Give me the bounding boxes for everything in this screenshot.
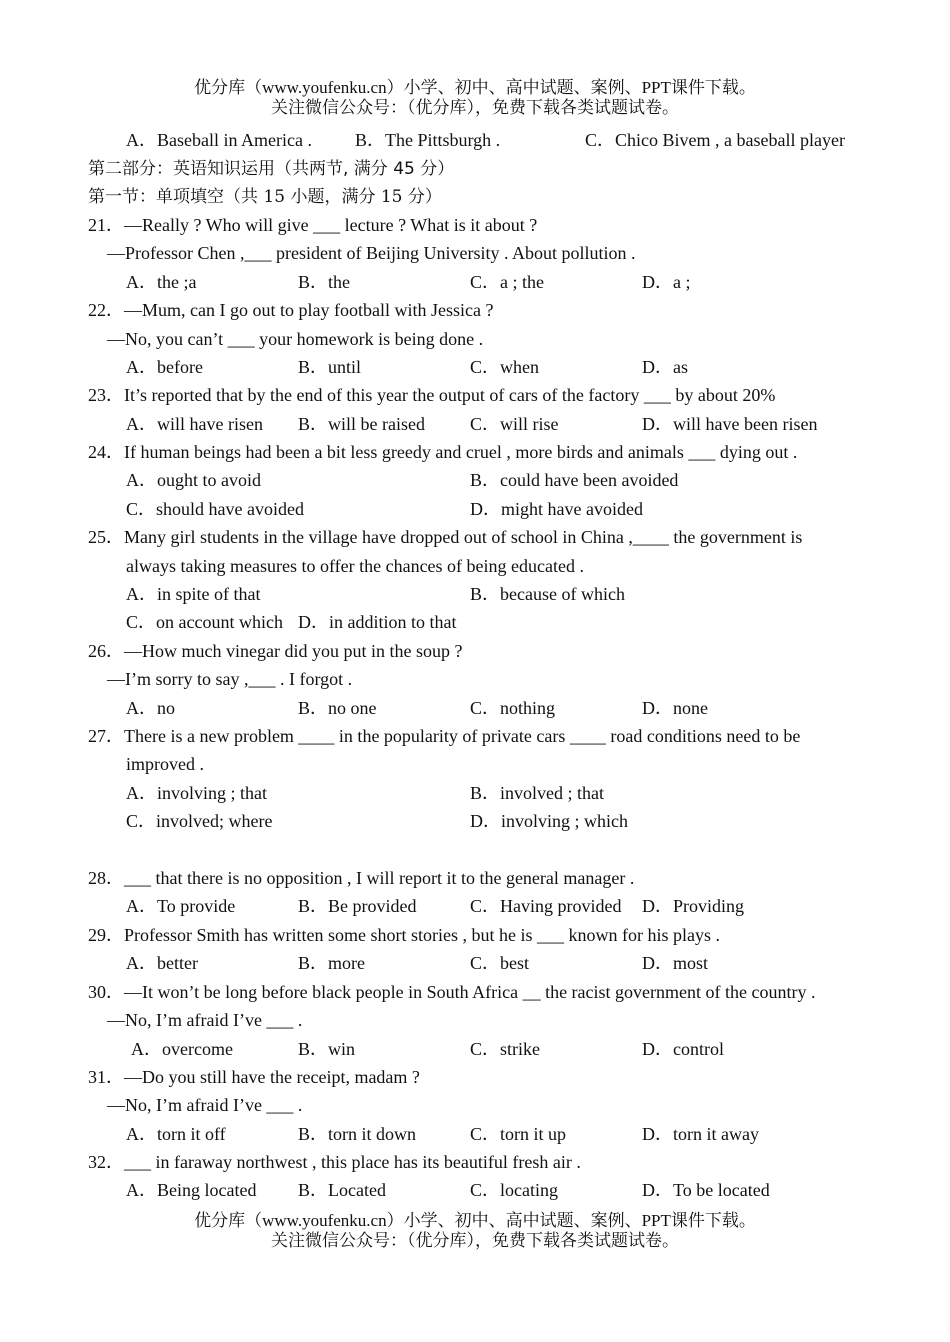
option-b: B．win (298, 1039, 356, 1059)
question-stem: 21．—Really ? Who will give ___ lecture ? What is it about ? (88, 215, 538, 235)
option-a: A．no (126, 698, 175, 718)
option-c: C．will rise (470, 414, 559, 434)
option-c: C．involved; where (126, 811, 273, 831)
question-stem-line2: —No, I’m afraid I’ve ___ . (107, 1010, 303, 1030)
question-stem-line2: —No, I’m afraid I’ve ___ . (107, 1095, 303, 1115)
option-d: D．To be located (642, 1180, 770, 1200)
option-b: B．involved ; that (470, 783, 604, 803)
option-d: D．as (642, 357, 688, 377)
option-c: C．torn it up (470, 1124, 567, 1144)
question-stem-line2: —I’m sorry to say ,___ . I forgot . (107, 669, 353, 689)
option-d: D．none (642, 698, 708, 718)
question-stem: 27．There is a new problem ____ in the popularity of private cars ____ road conditions need to be (88, 726, 801, 746)
question-stem-line2: —No, you can’t ___ your homework is being done . (107, 329, 484, 349)
option-a: A．the ;a (126, 272, 197, 292)
question-stem: 24．If human beings had been a bit less greedy and cruel , more birds and animals ___ dying out . (88, 442, 798, 462)
option-a: A．better (126, 953, 198, 973)
option-b: B．could have been avoided (470, 470, 679, 490)
option-d: D．will have been risen (642, 414, 818, 434)
part2-title: 第二部分：英语知识运用（共两节, 满分 45 分） (88, 159, 455, 179)
option-a: A．overcome (131, 1039, 233, 1059)
prev-option-b: B．The Pittsburgh . (355, 130, 501, 150)
option-c: C．locating (470, 1180, 558, 1200)
option-b: B．Located (298, 1180, 386, 1200)
option-c: C．on account which (126, 612, 283, 632)
question-stem: 23．It’s reported that by the end of this year the output of cars of the factory ___ by about 20% (88, 385, 776, 405)
option-b: B．more (298, 953, 365, 973)
option-a: A．Being located (126, 1180, 257, 1200)
question-stem: 25．Many girl students in the village have dropped out of school in China ,____ the government is (88, 527, 803, 547)
option-b: B．will be raised (298, 414, 425, 434)
option-d: D．control (642, 1039, 724, 1059)
option-a: A．before (126, 357, 203, 377)
option-d: D．a ; (642, 272, 691, 292)
question-stem: 29．Professor Smith has written some short stories , but he is ___ known for his plays . (88, 925, 720, 945)
option-b: B．because of which (470, 584, 625, 604)
header-line-2: 关注微信公众号：（优分库），免费下载各类试题试卷。 (271, 98, 679, 117)
option-b: B．torn it down (298, 1124, 417, 1144)
option-c: C．when (470, 357, 539, 377)
option-b: B．no one (298, 698, 377, 718)
option-a: A．torn it off (126, 1124, 226, 1144)
question-stem: 22．—Mum, can I go out to play football with Jessica ? (88, 300, 494, 320)
prev-option-a: A．Baseball in America . (126, 130, 312, 150)
option-c: C．a ; the (470, 272, 544, 292)
option-d: D．involving ; which (470, 811, 628, 831)
option-d: D．might have avoided (470, 499, 643, 519)
question-stem-line2: improved . (126, 754, 204, 774)
question-stem-line2: —Professor Chen ,___ president of Beijing University . About pollution . (107, 243, 636, 263)
prev-option-c: C．Chico Bivem , a baseball player (585, 130, 845, 150)
option-a: A．To provide (126, 896, 236, 916)
footer-line-2: 关注微信公众号：（优分库），免费下载各类试题试卷。 (271, 1231, 679, 1250)
option-d: D．Providing (642, 896, 745, 916)
option-c: C．strike (470, 1039, 540, 1059)
question-stem: 32．___ in faraway northwest , this place has its beautiful fresh air . (88, 1152, 581, 1172)
option-d: D．most (642, 953, 709, 973)
question-stem-line2: always taking measures to offer the chances of being educated . (126, 556, 584, 576)
question-stem: 26．—How much vinegar did you put in the soup ? (88, 641, 463, 661)
option-c: C．nothing (470, 698, 556, 718)
option-b: B．Be provided (298, 896, 417, 916)
option-d: D．in addition to that (298, 612, 457, 632)
option-c: C．Having provided (470, 896, 622, 916)
option-c: C．should have avoided (126, 499, 304, 519)
option-c: C．best (470, 953, 530, 973)
option-d: D．torn it away (642, 1124, 759, 1144)
footer-line-1: 优分库（www.youfenku.cn）小学、初中、高中试题、案例、PPT课件下载。 (194, 1211, 756, 1230)
option-a: A．involving ; that (126, 783, 267, 803)
option-a: A．will have risen (126, 414, 263, 434)
header-line-1: 优分库（www.youfenku.cn）小学、初中、高中试题、案例、PPT课件下载。 (194, 78, 756, 97)
question-stem: 31．—Do you still have the receipt, madam ? (88, 1067, 420, 1087)
option-b: B．the (298, 272, 350, 292)
section1-title: 第一节：单项填空（共 15 小题，满分 15 分） (88, 187, 442, 207)
option-a: A．in spite of that (126, 584, 261, 604)
option-b: B．until (298, 357, 362, 377)
question-stem: 28．___ that there is no opposition , I will report it to the general manager . (88, 868, 635, 888)
question-stem: 30．—It won’t be long before black people in South Africa __ the racist government of the country . (88, 982, 816, 1002)
option-a: A．ought to avoid (126, 470, 261, 490)
